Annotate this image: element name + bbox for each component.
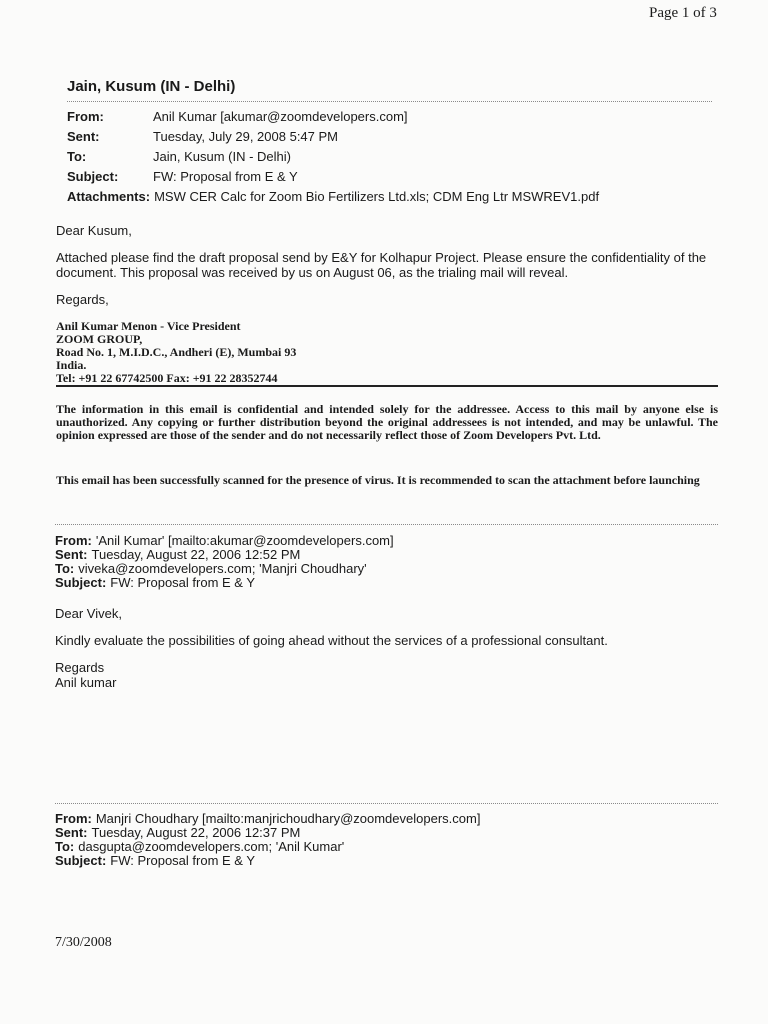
- forward1-sent: [55, 548, 300, 562]
- header-subject-row: [67, 167, 298, 187]
- header-to-value: Jain, Kusum (IN - Delhi): [153, 149, 291, 164]
- forward1-greeting: Dear Vivek,: [55, 606, 122, 621]
- forward2-to-value: dasgupta@zoomdevelopers.com; 'Anil Kumar': [78, 839, 345, 854]
- greeting: Dear Kusum,: [56, 223, 132, 238]
- mailbox-owner-name: Jain, Kusum (IN - Delhi): [67, 78, 236, 95]
- signature-divider: [56, 385, 718, 387]
- forward1-subject-value: FW: Proposal from E & Y: [110, 575, 256, 590]
- forward1-subject: [55, 576, 255, 590]
- forward1-sent-label: Sent:: [55, 547, 88, 562]
- forward2-subject: [55, 854, 255, 868]
- signature-country: India.: [56, 358, 87, 372]
- forward-divider: [55, 803, 718, 804]
- header-sent-value: Tuesday, July 29, 2008 5:47 PM: [153, 129, 338, 144]
- forward2-from: [55, 812, 480, 826]
- forward1-to: [55, 562, 367, 576]
- signature-name: Anil Kumar Menon - Vice President: [56, 319, 241, 333]
- forward2-sent: [55, 826, 300, 840]
- forward1-from: [55, 534, 394, 548]
- forward1-subject-label: Subject:: [55, 575, 107, 590]
- forward-divider: [55, 524, 718, 525]
- forward1-from-value: 'Anil Kumar' [mailto:akumar@zoomdevelopers.com]: [95, 533, 394, 548]
- forward2-to-label: To:: [55, 839, 75, 854]
- header-from-row: [67, 107, 408, 127]
- forward2-sent-value: Tuesday, August 22, 2006 12:37 PM: [91, 825, 301, 840]
- header-from-value: Anil Kumar [akumar@zoomdevelopers.com]: [153, 109, 408, 124]
- virus-notice: This email has been successfully scanned for the presence of virus. It is recommended to scan the attachment before launching: [56, 473, 700, 487]
- page-number: Page 1 of 3: [649, 5, 717, 21]
- header-subject-value: FW: Proposal from E & Y: [153, 169, 298, 184]
- forward1-to-value: viveka@zoomdevelopers.com; 'Manjri Choudhary': [78, 561, 367, 576]
- forward1-signoff-name: Anil kumar: [55, 675, 117, 690]
- forward1-closing: Regards: [55, 660, 105, 675]
- forward2-from-value: Manjri Choudhary [mailto:manjrichoudhary@zoomdevelopers.com]: [95, 811, 481, 826]
- forward2-sent-label: Sent:: [55, 825, 88, 840]
- print-date: 7/30/2008: [55, 935, 112, 950]
- forward2-from-label: From:: [55, 811, 92, 826]
- header-label: From:: [67, 109, 104, 124]
- forward2-subject-label: Subject:: [55, 853, 107, 868]
- header-label: Attachments:: [67, 189, 151, 204]
- signature-company: ZOOM GROUP,: [56, 332, 143, 346]
- header-label: Sent:: [67, 129, 100, 144]
- header-attachments-value: MSW CER Calc for Zoom Bio Fertilizers Ltd.xls; CDM Eng Ltr MSWREV1.pdf: [154, 189, 600, 204]
- message-body: Attached please find the draft proposal send by E&Y for Kolhapur Project. Please ensure the confidentiality of the document. This proposal was received by us on August 06, as the trialing mail will reveal.: [56, 250, 707, 280]
- forward2-to: [55, 840, 344, 854]
- forward1-from-label: From:: [55, 533, 92, 548]
- header-attachments-row: [67, 187, 599, 207]
- forward1-to-label: To:: [55, 561, 75, 576]
- header-label: To:: [67, 149, 87, 164]
- closing: Regards,: [56, 292, 109, 307]
- header-divider: [67, 101, 712, 102]
- header-label: Subject:: [67, 169, 119, 184]
- forward1-sent-value: Tuesday, August 22, 2006 12:52 PM: [91, 547, 301, 562]
- signature-phone: Tel: +91 22 67742500 Fax: +91 22 28352744: [56, 371, 278, 385]
- header-to-row: [67, 147, 291, 167]
- header-sent-row: [67, 127, 338, 147]
- signature-address: Road No. 1, M.I.D.C., Andheri (E), Mumbai 93: [56, 345, 297, 359]
- forward1-body: Kindly evaluate the possibilities of going ahead without the services of a professional consultant.: [55, 633, 608, 648]
- confidentiality-disclaimer: The information in this email is confidential and intended solely for the addressee. Access to this mail by anyone else is unauthorized. Any copying or further distribution beyond the original addressees is not intended, and may be unlawful. The opinion expressed are those of the sender and do not necessarily reflect those of Zoom Developers Pvt. Ltd.: [56, 402, 718, 442]
- forward2-subject-value: FW: Proposal from E & Y: [110, 853, 256, 868]
